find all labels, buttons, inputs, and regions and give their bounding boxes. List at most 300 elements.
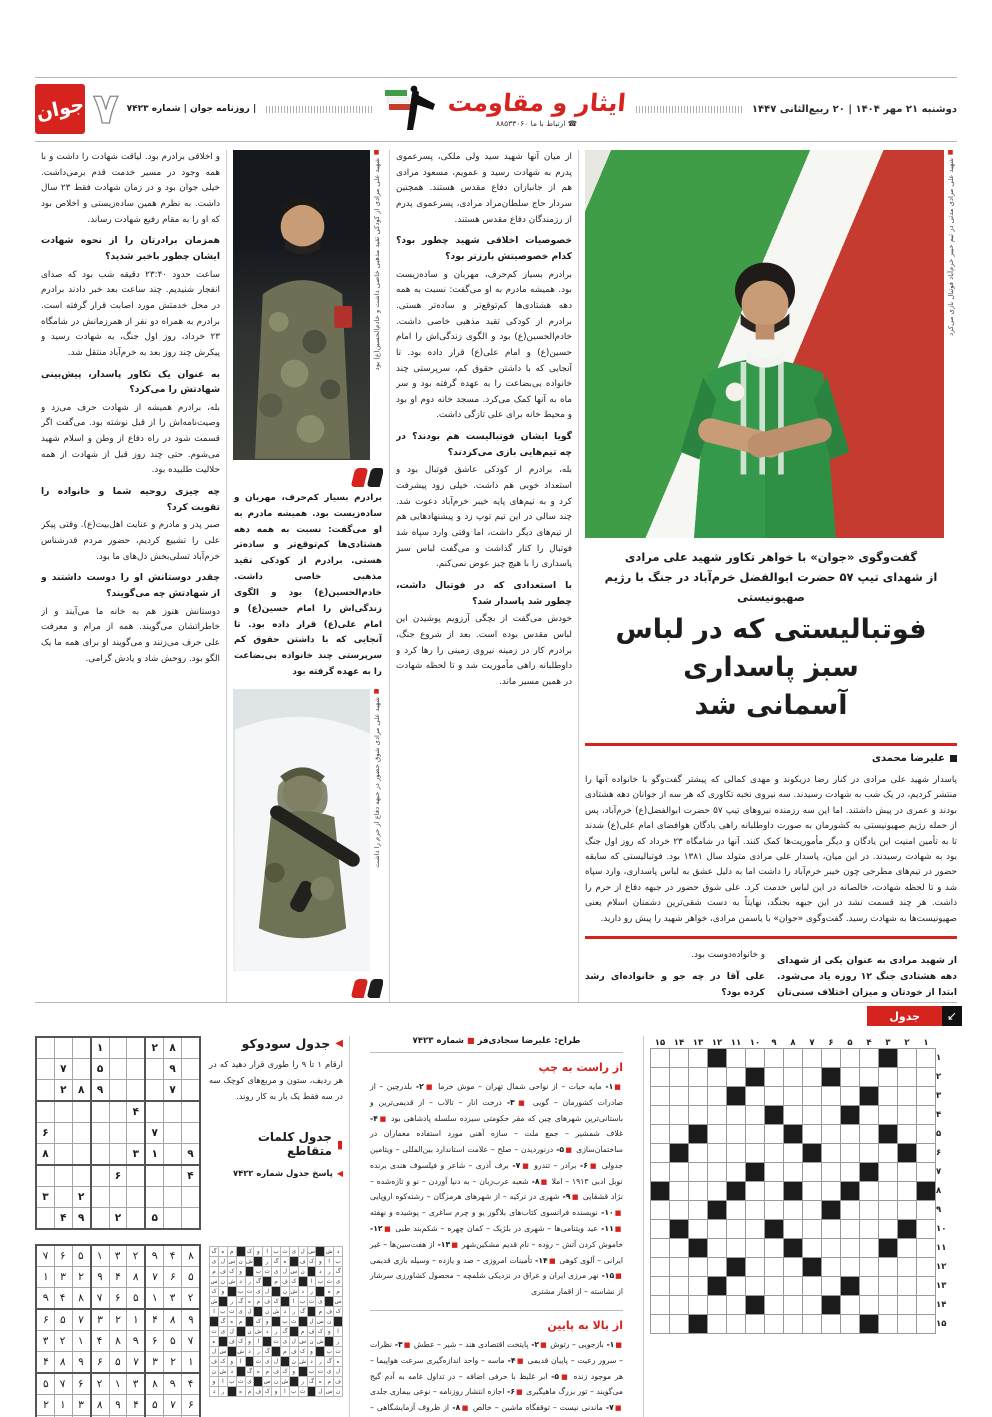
answer-grid-cell — [316, 1247, 325, 1257]
crossword-cell — [784, 1049, 803, 1068]
crossword-cell — [689, 1144, 708, 1163]
quote-marks-icon — [234, 468, 382, 487]
answer-grid-cell: ش — [290, 1288, 298, 1295]
answer-grid-cell: ر — [289, 1307, 298, 1317]
red-square-icon: ■ — [615, 1272, 622, 1281]
sudoku-cell — [164, 1123, 182, 1144]
answer-grid-cell: ا — [254, 1337, 263, 1347]
sudoku-cell: ۶ — [145, 1331, 163, 1352]
crossword-cell — [784, 1296, 803, 1315]
answer-grid-cell: ت — [237, 1378, 244, 1385]
sudoku-cell — [145, 1080, 163, 1102]
sudoku-cell — [36, 1037, 54, 1059]
column-divider — [226, 150, 227, 1003]
sudoku-cell: ۸ — [91, 1395, 109, 1416]
answer-grid-cell: ی — [334, 1277, 343, 1287]
sudoku-cell: ۸ — [164, 1037, 182, 1059]
answer-grid-cell: ه — [210, 1337, 219, 1347]
crossword-cell — [689, 1068, 708, 1087]
soldier-photo-2-figure — [233, 689, 383, 971]
answer-grid-cell: ت — [273, 1338, 279, 1345]
crossword-cell — [727, 1258, 746, 1277]
crossword-cell — [670, 1296, 689, 1315]
answer-grid-cell — [245, 1317, 254, 1327]
crossword-cell — [803, 1296, 822, 1315]
answer-grid-cell: ا — [289, 1297, 298, 1307]
interview-question: با استعدادی که در فوتبال داشت، چطور شد پاسدار شد؟ — [396, 580, 572, 607]
red-square-icon: ■ — [588, 1161, 598, 1170]
answer-grid-cell: ت — [246, 1288, 253, 1295]
crossword-cell — [860, 1049, 879, 1068]
crossword-cell — [879, 1201, 898, 1220]
sudoku-cell — [109, 1080, 127, 1102]
answer-grid-cell: ا — [218, 1377, 227, 1387]
answer-grid-cell: ه — [245, 1297, 254, 1307]
sudoku-cell: ۷ — [72, 1309, 90, 1331]
crossword-cell — [917, 1296, 936, 1315]
crossword-cell — [841, 1277, 860, 1296]
answer-grid-cell: ن — [263, 1307, 272, 1317]
crossword-cell — [651, 1049, 670, 1068]
answer-grid-cell: ا — [263, 1247, 272, 1257]
sudoku-cell: ۵ — [36, 1373, 54, 1395]
soldier-photo-1-figure — [233, 150, 383, 460]
crossword-cell — [765, 1125, 784, 1144]
sudoku-cell — [145, 1101, 163, 1123]
crossword-cell — [898, 1258, 917, 1277]
crossword-cell — [784, 1220, 803, 1239]
answer-grid-cell: ک — [264, 1388, 270, 1395]
sudoku-cell: ۵ — [54, 1309, 72, 1331]
answer-grid-cell — [316, 1347, 325, 1357]
answer-grid-cell: ک — [255, 1318, 261, 1325]
sudoku-cell: ۱ — [72, 1331, 90, 1352]
answer-grid-cell: ه — [325, 1287, 334, 1297]
sudoku-cell — [109, 1037, 127, 1059]
answer-grid-cell: ن — [334, 1387, 343, 1397]
down-title: از بالا به پایین — [547, 1318, 623, 1332]
sudoku-cell — [127, 1165, 145, 1187]
crossword-cell — [746, 1068, 765, 1087]
answer-grid-cell: ر — [325, 1267, 334, 1277]
photo2-caption: ■ شهید علی مرادی شوق حضور در جبهه دفاع از حرم را داشت — [372, 687, 381, 868]
sudoku-titles — [209, 1036, 343, 1230]
answer-grid-cell: ل — [227, 1327, 236, 1337]
soldier-portrait-illustration — [235, 150, 370, 460]
sudoku-cell — [109, 1144, 127, 1166]
answer-grid-cell — [298, 1277, 307, 1287]
crossword-cell — [727, 1049, 746, 1068]
answer-grid-cell: و — [307, 1347, 316, 1357]
answer-grid-cell: س — [316, 1318, 324, 1325]
crossword-cell — [898, 1163, 917, 1182]
crossword-cell — [708, 1125, 727, 1144]
sudoku-cell — [127, 1208, 145, 1230]
answer-grid-cell: ب — [255, 1268, 261, 1275]
crossword-cell — [898, 1296, 917, 1315]
crossword-cell — [765, 1315, 784, 1334]
answer-grid-cell — [307, 1267, 316, 1277]
answer-grid-cell — [236, 1327, 245, 1337]
crossword-cell — [670, 1220, 689, 1239]
answer-grid-cell: ا — [280, 1387, 289, 1397]
sudoku-cell: ۵ — [72, 1245, 90, 1267]
sudoku-cell: ۳ — [36, 1331, 54, 1352]
sudoku-cell — [91, 1101, 109, 1123]
sudoku-cell: ۹ — [91, 1267, 109, 1288]
crossword-cell — [708, 1087, 727, 1106]
answer-grid-cell: ک — [229, 1268, 235, 1275]
sudoku-cell: ۳ — [72, 1395, 90, 1416]
crossword-cell — [689, 1315, 708, 1334]
sudoku-cell: ۴ — [91, 1331, 109, 1352]
answer-grid-cell: د — [236, 1277, 245, 1287]
crossword-cell — [689, 1220, 708, 1239]
answer-grid-cell: ف — [299, 1258, 306, 1265]
sudoku-cell: ۹ — [164, 1059, 182, 1080]
crossword-cell — [803, 1049, 822, 1068]
answer-grid-cell: و — [218, 1287, 227, 1297]
answer-grid-cell — [298, 1317, 307, 1327]
red-rule — [585, 743, 957, 746]
answer-grid-cell — [227, 1287, 236, 1297]
crossword-cell — [803, 1144, 822, 1163]
answer-grid-cell — [272, 1347, 281, 1357]
crossword-cell — [803, 1201, 822, 1220]
answer-grid-cell: ن — [245, 1327, 254, 1337]
answer-grid-cell — [254, 1257, 263, 1267]
crossword-cell — [708, 1239, 727, 1258]
answer-grid-cell — [289, 1257, 298, 1267]
sudoku-cell: ۷ — [54, 1373, 72, 1395]
crossword-cell — [841, 1201, 860, 1220]
crossword-cell — [670, 1087, 689, 1106]
crossword-cell — [651, 1220, 670, 1239]
answer-label: ◀ پاسخ جدول شماره ۷۴۲۲ — [232, 1168, 343, 1179]
article-paragraph: از میان آنها شهید سید ولی ملکی، پسرعموی پدرم به شهادت رسید و عمویم، مسعود مرادی هم از جانبازان دفاع مقدس هستند. همچنین سردار حاج سلطان‌مراد مرادی، پسرعموی پدرم از رزمندگان دفاع مقدس هستند. — [396, 152, 572, 225]
paper-info: | روزنامه جوان | شماره ۷۴۲۳ — [126, 104, 257, 114]
crossword-cell — [651, 1125, 670, 1144]
answer-grid-cell: ش — [272, 1308, 280, 1315]
answer-grid-cell: گ — [264, 1348, 270, 1355]
soldier-snow-illustration — [235, 689, 370, 971]
crossword-cell — [708, 1049, 727, 1068]
sudoku-cell — [127, 1187, 145, 1208]
answer-grid-cell: ش — [210, 1298, 218, 1305]
answer-grid-cell: ا — [325, 1257, 334, 1267]
answer-grid-cell: ل — [218, 1257, 227, 1267]
interview-question: علی آقا در چه جو و خانواده‌ای رشد کرده بود؟ — [585, 970, 765, 998]
answer-grid-cell — [254, 1377, 263, 1387]
answer-grid-cell: ر — [334, 1337, 343, 1347]
sudoku-cell: ۶ — [109, 1165, 127, 1187]
crossword-cell — [917, 1315, 936, 1334]
answer-grid-cell — [254, 1307, 263, 1317]
sudoku-cell: ۳ — [36, 1187, 54, 1208]
interview-column — [396, 150, 572, 1003]
answer-grid-cell: ب — [291, 1388, 297, 1395]
crossword-cell — [822, 1315, 841, 1334]
crossword-cell — [898, 1144, 917, 1163]
sudoku-cell: ۲ — [109, 1208, 127, 1230]
answer-grid-cell: و — [210, 1377, 219, 1387]
sudoku-cell — [54, 1144, 72, 1166]
resistance-illustration — [383, 84, 441, 134]
answer-grid-cell: و — [272, 1387, 281, 1397]
sudoku-cell — [182, 1037, 201, 1059]
crossword-cell — [803, 1163, 822, 1182]
sudoku-cell — [145, 1059, 163, 1080]
crossword-cell — [746, 1144, 765, 1163]
answer-grid-cell — [298, 1367, 307, 1377]
crossword-cell — [651, 1087, 670, 1106]
answer-grid-cell: ت — [317, 1368, 323, 1375]
crossword-cell — [746, 1315, 765, 1334]
sudoku-cell: ۲ — [109, 1309, 127, 1331]
crossword-cell — [765, 1239, 784, 1258]
answer-grid-cell: ک — [300, 1348, 306, 1355]
sudoku-cell — [91, 1208, 109, 1230]
sudoku-cell: ۷ — [164, 1080, 182, 1102]
crossword-cell — [822, 1296, 841, 1315]
answer-grid-cell: م — [245, 1387, 254, 1397]
sudoku-cell — [182, 1059, 201, 1080]
crossword-cell — [784, 1258, 803, 1277]
answer-grid-cell: گ — [300, 1308, 306, 1315]
answer-grid-cell: ف — [326, 1308, 333, 1315]
crossword-cell — [879, 1144, 898, 1163]
crossword-cell — [803, 1315, 822, 1334]
answer-grid-cell: ل — [210, 1347, 219, 1357]
crossword-cell — [841, 1239, 860, 1258]
answer-grid-cell: گ — [211, 1248, 217, 1255]
crossword-cell — [898, 1106, 917, 1125]
answer-grid-cell: ی — [218, 1327, 227, 1337]
crossword-cell — [917, 1258, 936, 1277]
answer-grid-cell: ب — [326, 1348, 332, 1355]
answer-grid-cell: ی — [316, 1297, 325, 1307]
crossword-answer-grid-area — [209, 1244, 343, 1417]
red-square-icon: ■ — [516, 1388, 523, 1397]
across-clues: ■۱- مایه حیات – از نواحی شمال تهران – موش خرما ■۲- بلدرچین – از صادرات کشورمان – گویی ■۳- درخت انار – تالاب – از قدیمی‌ترین و باستانی‌ترین شهرهای چین که مقر حکومتی سیزده سلسله پادشاهی بود ■۴- غلاف شمشیر – جمع ملت – سازه آهنی مورد استفاده معماران در ساختمان‌سازی ■۵- درنوردیدن – صلح – علامت استاندارد بین‌المللی – ویتامین جدولی ■۶- برادر – تندرو ■۷- برف آذری – شاعر و فیلسوف هندی برنده نوبل ادبی ۱۹۱۳ – املا ■۸- شعبه عرب‌زبان – به دنیا آوردن – نو و تازه‌شده – نژاد قشقایی ■۹- شهری در ترکیه – از شهرهای هرمزگان – رشته‌کوه اروپایی ■۱۰- نویسنده فرانسوی کتاب‌های بلاگور یو و چرم ساغری – پوشیده و نهفته ■۱۱- عید ویتنامی‌ها – شهری در بلژیک – کمان چهره – شکم‌بند طبی ■۱۲- خاموش کردن آتش – روده – نام قدیم مشکین‌شهر ■۱۳- از هفت‌سین‌ها – غیر ایرانی – آلوی کوهی ■۱۴- تأمینات امروزی – صد و یازده – وسیله بازی قدیمی ■۱۵- نهر مرزی ایران و عراق در نزدیکی شلمچه – محصول کشاورزی سرشار از نشاسته – از اقمار مشتری — [370, 1082, 624, 1297]
sudoku-cell: ۹ — [91, 1080, 109, 1102]
sudoku-cell: ۹ — [182, 1144, 201, 1166]
answer-grid-cell: ک — [282, 1368, 288, 1375]
answer-grid-cell: ب — [273, 1248, 279, 1255]
crossword-cell — [727, 1239, 746, 1258]
answer-grid-cell — [263, 1337, 272, 1347]
crossword-cell — [822, 1106, 841, 1125]
crossword-cell — [879, 1258, 898, 1277]
crossword-cell — [917, 1182, 936, 1201]
sudoku-cell: ۶ — [36, 1123, 54, 1144]
crossword-cell — [689, 1182, 708, 1201]
sudoku-cell: ۸ — [127, 1267, 145, 1288]
answer-grid-cell: ه — [254, 1367, 263, 1377]
crossword-answer-grid — [209, 1246, 343, 1397]
crossword-cell — [822, 1144, 841, 1163]
answer-grid-cell: س — [219, 1348, 227, 1355]
sudoku-cell — [36, 1101, 54, 1123]
sudoku-cell: ۶ — [91, 1352, 109, 1374]
crossword-cell — [860, 1163, 879, 1182]
answer-grid-cell: ن — [272, 1377, 281, 1387]
crossword-cell — [898, 1068, 917, 1087]
answer-grid-cell — [227, 1387, 236, 1397]
answer-grid-cell: ب — [299, 1298, 306, 1305]
sudoku-cell: ۲ — [36, 1395, 54, 1416]
crossword-cell — [727, 1315, 746, 1334]
red-square-icon: ■ — [571, 1193, 579, 1202]
crossword-cell — [860, 1296, 879, 1315]
sudoku-cell — [127, 1123, 145, 1144]
crossword-cell — [841, 1106, 860, 1125]
answer-grid-cell — [218, 1337, 227, 1347]
across-title: از راست به چپ — [538, 1061, 623, 1074]
crossword-cell — [727, 1087, 746, 1106]
crossword-clues — [356, 1036, 637, 1417]
sudoku-title: ◀ جدول سودوکو — [241, 1036, 343, 1051]
crossword-cell — [917, 1239, 936, 1258]
answer-grid-cell: ش — [325, 1248, 333, 1255]
crossword-cell — [727, 1068, 746, 1087]
answer-grid-cell: ه — [218, 1247, 227, 1257]
answer-grid-cell: گ — [220, 1318, 226, 1325]
sudoku-cell — [109, 1187, 127, 1208]
answer-grid-cell: ب — [335, 1258, 341, 1265]
answer-grid-cell: ل — [307, 1317, 316, 1327]
puzzle-divider — [643, 1036, 644, 1417]
red-triangle-icon: ◀ — [336, 1168, 343, 1178]
sudoku-cell: ۵ — [109, 1352, 127, 1374]
byline-square — [950, 755, 957, 762]
crossword-cell — [689, 1049, 708, 1068]
answer-grid-cell: ا — [307, 1277, 316, 1287]
sudoku-cell — [182, 1101, 201, 1123]
answer-grid-cell: ک — [317, 1328, 323, 1335]
section-logo — [383, 84, 626, 134]
sudoku-cell — [54, 1037, 72, 1059]
crossword-cell — [670, 1068, 689, 1087]
crossword-cell — [822, 1068, 841, 1087]
answer-grid-cell: ت — [264, 1268, 270, 1275]
answer-grid-cell: د — [210, 1387, 219, 1397]
crossword-cell — [841, 1087, 860, 1106]
answer-grid-cell: ف — [228, 1338, 235, 1345]
answer-grid-cell: د — [334, 1247, 343, 1257]
sudoku-instructions: ارقام ۱ تا ۹ را طوری قرار دهید که در هر ردیف، ستون و مربع‌های کوچک سه در سه فقط یک بار به کار روند. — [209, 1059, 343, 1101]
crossword-cell — [784, 1239, 803, 1258]
sudoku-cell: ۵ — [145, 1208, 163, 1230]
sudoku-cell: ۴ — [127, 1101, 145, 1123]
crossword-cell — [765, 1144, 784, 1163]
crossword-cell — [765, 1296, 784, 1315]
byline: علیرضا محمدی — [585, 753, 957, 764]
column-divider — [389, 150, 390, 1003]
red-square-icon: ■ — [515, 1098, 528, 1107]
header-top-rule — [35, 77, 957, 78]
crossword-cell — [708, 1277, 727, 1296]
crossword-cell — [689, 1258, 708, 1277]
answer-grid-cell: ه — [280, 1257, 289, 1267]
sudoku-cell: ۳ — [109, 1245, 127, 1267]
answer-grid-cell: ا — [210, 1307, 219, 1317]
answer-grid-cell: م — [298, 1327, 307, 1337]
crossword-cell — [765, 1201, 784, 1220]
crossword-cell — [803, 1106, 822, 1125]
crossword-cell — [879, 1182, 898, 1201]
sudoku-cell: ۴ — [54, 1208, 72, 1230]
answer-grid-cell: ن — [325, 1317, 334, 1327]
crossword-cell — [765, 1220, 784, 1239]
crossword-grid-area — [650, 1036, 957, 1417]
crossword-cell — [765, 1163, 784, 1182]
sudoku-cell — [109, 1059, 127, 1080]
sudoku-cell: ۲ — [72, 1267, 90, 1288]
interview-question: چه چیزی روحیه شما و خانواده را تقویت کرد؟ — [41, 486, 220, 513]
sudoku-cell — [36, 1080, 54, 1102]
sudoku-cell — [72, 1144, 90, 1166]
sudoku-cell: ۶ — [54, 1245, 72, 1267]
answer-grid-cell: و — [236, 1267, 245, 1277]
sudoku-cell — [182, 1080, 201, 1102]
crossword-cell — [803, 1277, 822, 1296]
crossword-cell — [670, 1315, 689, 1334]
crossword-cell — [765, 1182, 784, 1201]
answer-grid-cell: گ — [282, 1328, 288, 1335]
article-paragraph: بله، برادرم از کودکی عاشق فوتبال بود و استعداد خوبی هم داشت. خیلی زود پیشرفت کرد و به تیم‌های پایه خیبر خرم‌آباد دعوت شد. چند سالی در این تیم توپ زد و پیشنهادهایی هم از تیم‌های دیگر داشت، اما وقتی وارد سپاه شد فوتبال را کنار گذاشت و می‌گفت لباس سبز پاسداری را با هیچ چیز عوض نمی‌کنم. — [396, 465, 572, 570]
answer-grid-cell: ن — [236, 1257, 245, 1267]
crossword-cell — [651, 1163, 670, 1182]
sudoku-cell — [72, 1101, 90, 1123]
sudoku-cell: ۸ — [182, 1245, 201, 1267]
sudoku-cell — [72, 1123, 90, 1144]
red-triangle-icon: ◀ — [335, 1038, 343, 1049]
crossword-cell — [670, 1049, 689, 1068]
crossword-cell — [746, 1182, 765, 1201]
photo1-caption: ■ شهید علی مرادی از کودکی تقید مذهبی خاصی داشت و خادم‌الحسین(ع) بود — [372, 150, 381, 371]
down-clues: ■۱- بازجویی – رتوش ■۲- پایتخت اقتصادی هند – شیر – عطش ■۳- نظرات – سرور رعیت – پایبان قدیمی ■۴- ماسه – واحد اندازه‌گیری سرعت هواپیما – هر موجود زنده ■۵- ابر غلیظ با حرفی اضافه – در تداول عامه به آدم گیج می‌گویند – تور بزرگ ماهیگیری ■۶- اجازه انتشار روزنامه – نوعی بیماری جلدی ■۷- ماندنی نیست – توقفگاه ماشین – خالص ■۸- از ظروف آزمایشگاهی – — [370, 1339, 624, 1413]
sudoku-cell — [72, 1059, 90, 1080]
crossword-cell — [917, 1049, 936, 1068]
red-square-icon: ■ — [615, 1340, 622, 1349]
crossword-cell — [727, 1182, 746, 1201]
interview-question: همزمان برادرتان را از نحوه شهادت ایشان چطور باخبر شدید؟ — [41, 235, 220, 262]
red-square-icon: ■ — [378, 1114, 387, 1123]
sudoku-cell — [164, 1144, 182, 1166]
crossword-cell — [746, 1201, 765, 1220]
phone-icon: ☎ — [567, 118, 578, 128]
crossword-cell — [822, 1125, 841, 1144]
crossword-cell — [651, 1258, 670, 1277]
answer-grid-cell: ن — [218, 1277, 227, 1287]
crossword-cell — [822, 1239, 841, 1258]
answer-grid-cell: ب — [237, 1288, 244, 1295]
answer-grid-cell — [236, 1247, 245, 1257]
crossword-cell — [803, 1125, 822, 1144]
crossword-cell — [651, 1315, 670, 1334]
sudoku-cell: ۹ — [182, 1309, 201, 1331]
sudoku-cell: ۴ — [109, 1267, 127, 1288]
sudoku-cell: ۴ — [182, 1165, 201, 1187]
red-square-icon: ■ — [614, 1083, 622, 1091]
sudoku-cell: ۹ — [72, 1352, 90, 1374]
sudoku-cell: ۱ — [91, 1245, 109, 1267]
crossword-cell — [917, 1144, 936, 1163]
answer-grid-cell: ک — [211, 1288, 217, 1295]
answer-grid-cell: ل — [334, 1367, 343, 1377]
crossword-cell — [727, 1201, 746, 1220]
